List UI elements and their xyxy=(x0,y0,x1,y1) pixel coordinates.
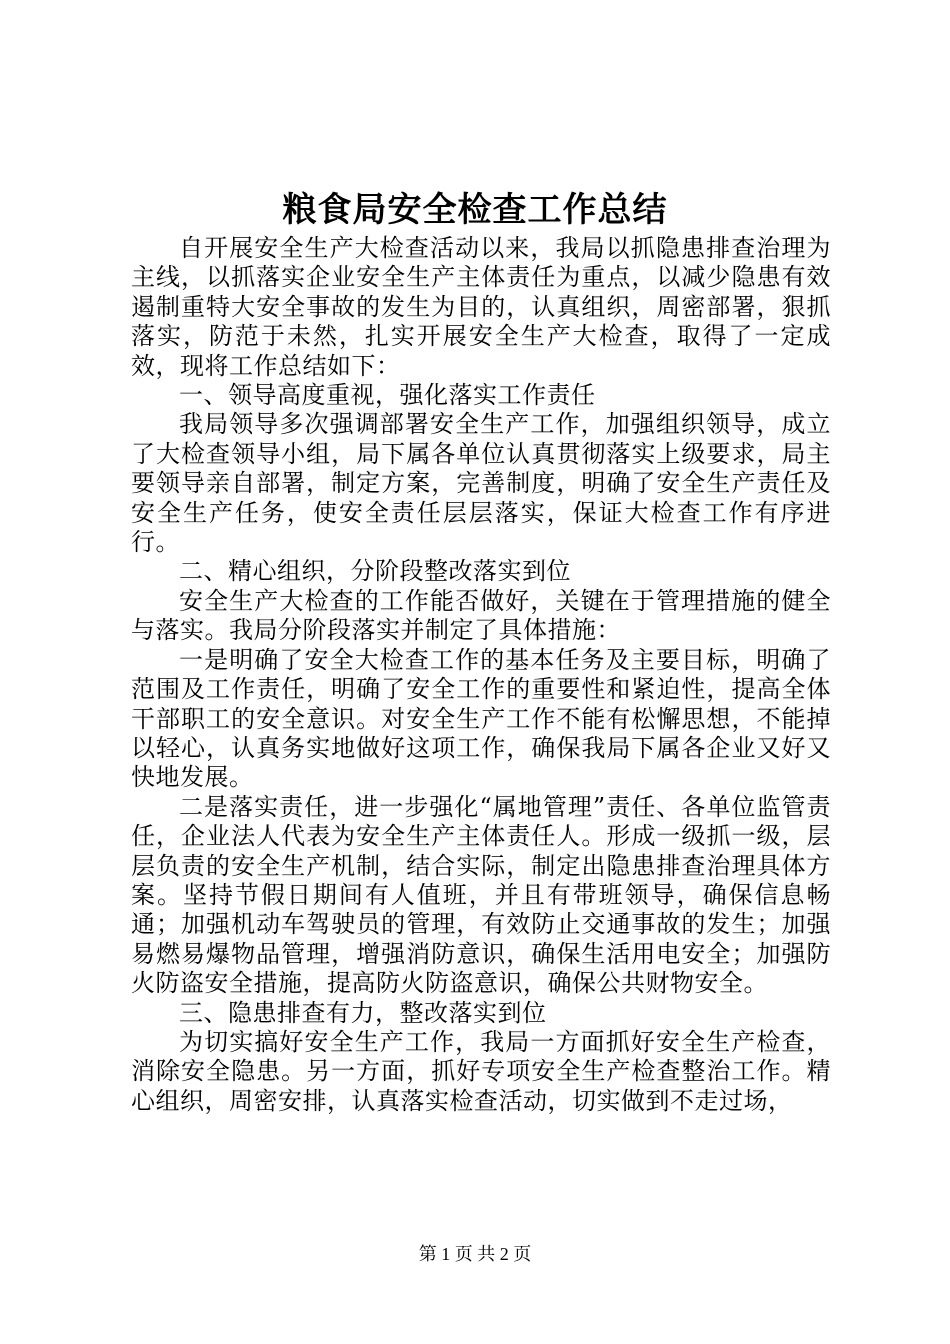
section-heading-1: 一、领导高度重视，强化落实工作责任 xyxy=(179,381,596,410)
section-1-paragraph: 我局领导多次强调部署安全生产工作，加强组织领导，成立了大检查领导小组，局下属各单位认真贯彻落实上级要求，局主要领导亲自部署，制定方案，完善制度，明确了安全生产责任及安全生产任务，使安全责任层层落实，保证大检查工作有序进行。 xyxy=(131,410,831,557)
document-body xyxy=(131,234,831,1116)
page-number-footer: 第 1 页 共 2 页 xyxy=(418,1244,532,1264)
intro-paragraph: 自开展安全生产大检查活动以来，我局以抓隐患排查治理为主线，以抓落实企业安全生产主体责任为重点，以减少隐患有效遏制重特大安全事故的发生为目的，认真组织，周密部署，狠抓落实，防范于未然，扎实开展安全生产大检查，取得了一定成效，现将工作总结如下： xyxy=(131,234,831,380)
section-heading-3: 三、隐患排查有力，整改落实到位 xyxy=(179,998,547,1027)
section-3-paragraph: 为切实搞好安全生产工作，我局一方面抓好安全生产检查，消除安全隐患。另一方面，抓好专项安全生产检查整治工作。精心组织，周密安排，认真落实检查活动，切实做到不走过场， xyxy=(131,1027,831,1115)
section-2-paragraph: 安全生产大检查的工作能否做好，关键在于管理措施的健全与落实。我局分阶段落实并制定了具体措施： xyxy=(131,586,831,645)
section-2-item-1: 一是明确了安全大检查工作的基本任务及主要目标，明确了范围及工作责任，明确了安全工作的重要性和紧迫性，提高全体干部职工的安全意识。对安全生产工作不能有松懈思想，不能掉以轻心，认真务实地做好这项工作，确保我局下属各企业又好又快地发展。 xyxy=(131,645,831,792)
document-title: 粮食局安全检查工作总结 xyxy=(282,190,668,230)
section-heading-2: 二、精心组织，分阶段整改落实到位 xyxy=(179,557,571,586)
section-2-item-2: 二是落实责任，进一步强化“属地管理”责任、各单位监管责任，企业法人代表为安全生产主体责任人。形成一级抓一级，层层负责的安全生产机制，结合实际，制定出隐患排查治理具体方案。坚持节假日期间有人值班，并且有带班领导，确保信息畅通；加强机动车驾驶员的管理，有效防止交通事故的发生；加强易燃易爆物品管理，增强消防意识，确保生活用电安全；加强防火防盗安全措施，提高防火防盗意识，确保公共财物安全。 xyxy=(131,792,831,998)
